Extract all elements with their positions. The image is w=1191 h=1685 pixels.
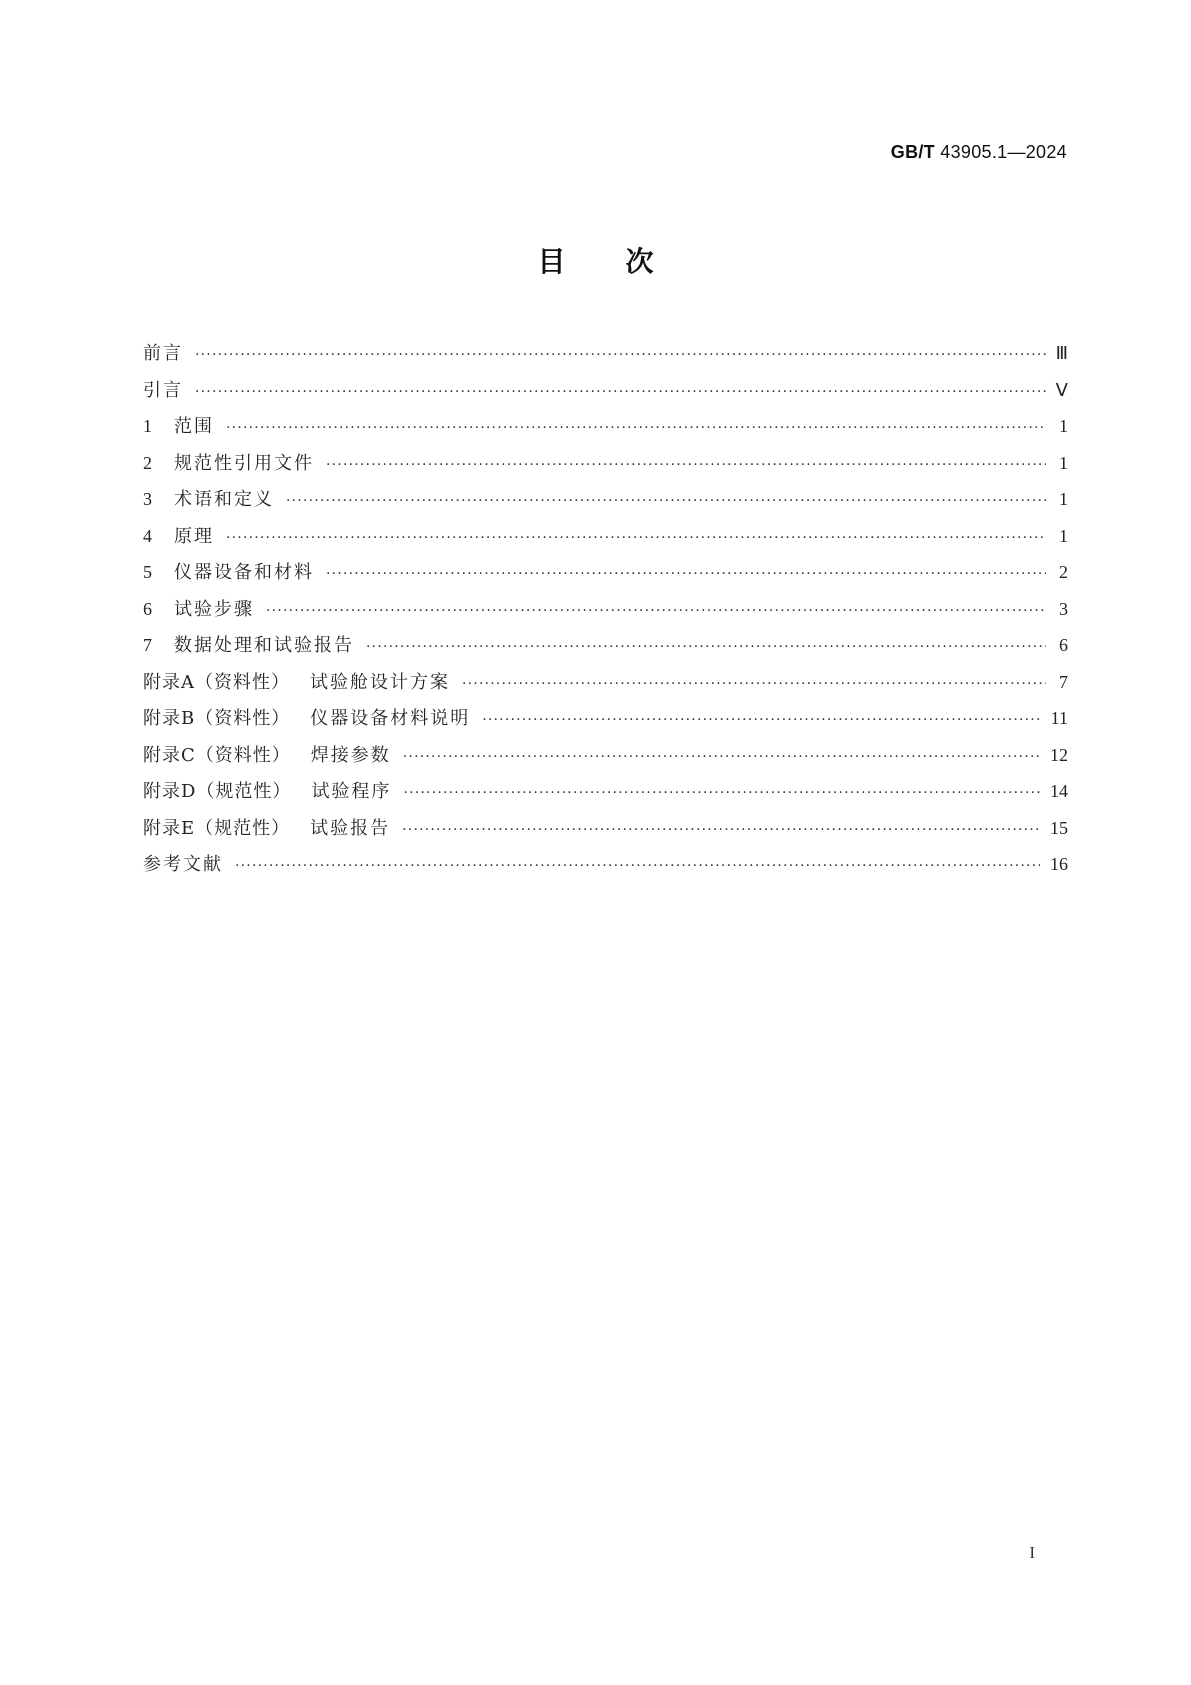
table-of-contents bbox=[143, 339, 1068, 887]
toc-entry-page: 16 bbox=[1050, 854, 1068, 874]
toc-annex-tag: 附录E（规范性） bbox=[143, 817, 291, 839]
toc-leader-dots bbox=[462, 676, 1046, 692]
toc-leader-dots bbox=[403, 749, 1040, 765]
toc-entry-page: 15 bbox=[1050, 817, 1068, 838]
toc-entry-page: 1 bbox=[1059, 452, 1068, 473]
toc-entry-number: 3 bbox=[143, 489, 152, 509]
toc-entry-title: 试验报告 bbox=[310, 817, 391, 839]
toc-entry-page: 6 bbox=[1059, 635, 1068, 655]
toc-entry-label bbox=[174, 558, 314, 584]
toc-annex-tag: 附录D（规范性） bbox=[143, 781, 292, 802]
toc-entry-title: 规范性引用文件 bbox=[174, 452, 314, 474]
toc-entry[interactable] bbox=[143, 339, 1068, 376]
toc-entry-number: 4 bbox=[143, 525, 152, 546]
toc-entry-number: 7 bbox=[143, 635, 152, 655]
toc-entry-title: 前言 bbox=[143, 343, 183, 364]
toc-entry-title: 焊接参数 bbox=[310, 744, 391, 766]
toc-entry-number: 1 bbox=[143, 416, 152, 436]
toc-entry-page: 7 bbox=[1059, 671, 1068, 692]
toc-entry-page: 3 bbox=[1059, 598, 1068, 619]
toc-entry-label bbox=[143, 376, 183, 402]
toc-leader-dots bbox=[366, 639, 1046, 655]
toc-leader-dots bbox=[286, 493, 1046, 509]
toc-annex-tag: 附录A（资料性） bbox=[143, 671, 290, 693]
toc-entry-title: 数据处理和试验报告 bbox=[174, 635, 354, 656]
toc-entry-label bbox=[174, 595, 254, 621]
toc-entry[interactable] bbox=[143, 814, 1068, 851]
toc-entry-label bbox=[143, 850, 223, 876]
toc-entry-number: 6 bbox=[143, 598, 152, 619]
toc-entry[interactable] bbox=[143, 558, 1068, 595]
toc-leader-dots bbox=[482, 712, 1040, 728]
toc-entry[interactable] bbox=[143, 850, 1068, 887]
toc-entry-page: 12 bbox=[1050, 744, 1068, 765]
toc-entry[interactable] bbox=[143, 522, 1068, 559]
toc-entry-page: 11 bbox=[1050, 708, 1068, 728]
toc-leader-dots bbox=[226, 420, 1046, 436]
toc-leader-dots bbox=[226, 530, 1046, 546]
toc-entry[interactable] bbox=[143, 376, 1068, 413]
toc-entry-label bbox=[174, 485, 274, 511]
toc-leader-dots bbox=[326, 566, 1046, 582]
toc-entry-label bbox=[143, 814, 390, 840]
toc-entry-title: 范围 bbox=[174, 416, 214, 437]
toc-entry-label bbox=[174, 449, 314, 475]
standard-number: 43905.1—2024 bbox=[940, 142, 1067, 162]
toc-entry-title: 仪器设备材料说明 bbox=[310, 708, 471, 729]
toc-entry-label bbox=[143, 704, 470, 730]
toc-entry-title: 试验程序 bbox=[311, 781, 392, 802]
toc-entry-title: 引言 bbox=[143, 379, 183, 401]
toc-entry-page: 1 bbox=[1059, 416, 1068, 436]
toc-entry-title: 术语和定义 bbox=[174, 489, 274, 510]
toc-entry[interactable] bbox=[143, 595, 1068, 632]
toc-entry[interactable] bbox=[143, 412, 1068, 449]
toc-entry-title: 试验舱设计方案 bbox=[310, 671, 450, 693]
toc-entry-label bbox=[174, 631, 354, 657]
toc-leader-dots bbox=[266, 603, 1046, 619]
toc-entry[interactable] bbox=[143, 777, 1068, 814]
toc-entry-label bbox=[174, 522, 214, 548]
page-number: I bbox=[1029, 1543, 1035, 1562]
toc-entry[interactable] bbox=[143, 485, 1068, 522]
toc-entry-page: 14 bbox=[1050, 781, 1068, 801]
toc-entry-number: 5 bbox=[143, 562, 152, 582]
toc-annex-tag: 附录C（资料性） bbox=[143, 744, 291, 766]
toc-entry-page: Ⅲ bbox=[1055, 343, 1068, 363]
toc-entry-label bbox=[143, 668, 450, 694]
toc-entry-title: 仪器设备和材料 bbox=[174, 562, 314, 583]
toc-leader-dots bbox=[326, 457, 1046, 473]
toc-entry-number: 2 bbox=[143, 452, 152, 473]
toc-leader-dots bbox=[403, 785, 1040, 801]
toc-entry-title: 参考文献 bbox=[143, 854, 223, 875]
toc-entry-page: 1 bbox=[1059, 525, 1068, 546]
toc-entry-page: 1 bbox=[1059, 489, 1068, 509]
toc-entry-label bbox=[143, 741, 391, 767]
toc-entry-page: Ⅴ bbox=[1055, 379, 1068, 400]
toc-title: 目次 bbox=[537, 245, 714, 278]
toc-entry-label bbox=[143, 777, 391, 803]
toc-leader-dots bbox=[402, 822, 1040, 838]
standard-prefix: GB/T bbox=[890, 142, 935, 162]
toc-leader-dots bbox=[195, 347, 1046, 363]
toc-entry-label bbox=[174, 412, 214, 438]
toc-leader-dots bbox=[235, 858, 1040, 874]
standard-code bbox=[891, 142, 1067, 163]
toc-entry[interactable] bbox=[143, 741, 1068, 778]
toc-entry[interactable] bbox=[143, 704, 1068, 741]
toc-entry[interactable] bbox=[143, 668, 1068, 705]
toc-entry[interactable] bbox=[143, 631, 1068, 668]
toc-entry-page: 2 bbox=[1059, 562, 1068, 582]
toc-annex-tag: 附录B（资料性） bbox=[143, 708, 291, 729]
toc-entry-title: 原理 bbox=[174, 525, 214, 547]
toc-entry-label bbox=[143, 339, 183, 365]
toc-entry-title: 试验步骤 bbox=[174, 598, 254, 620]
toc-leader-dots bbox=[195, 384, 1046, 400]
toc-entry[interactable] bbox=[143, 449, 1068, 486]
